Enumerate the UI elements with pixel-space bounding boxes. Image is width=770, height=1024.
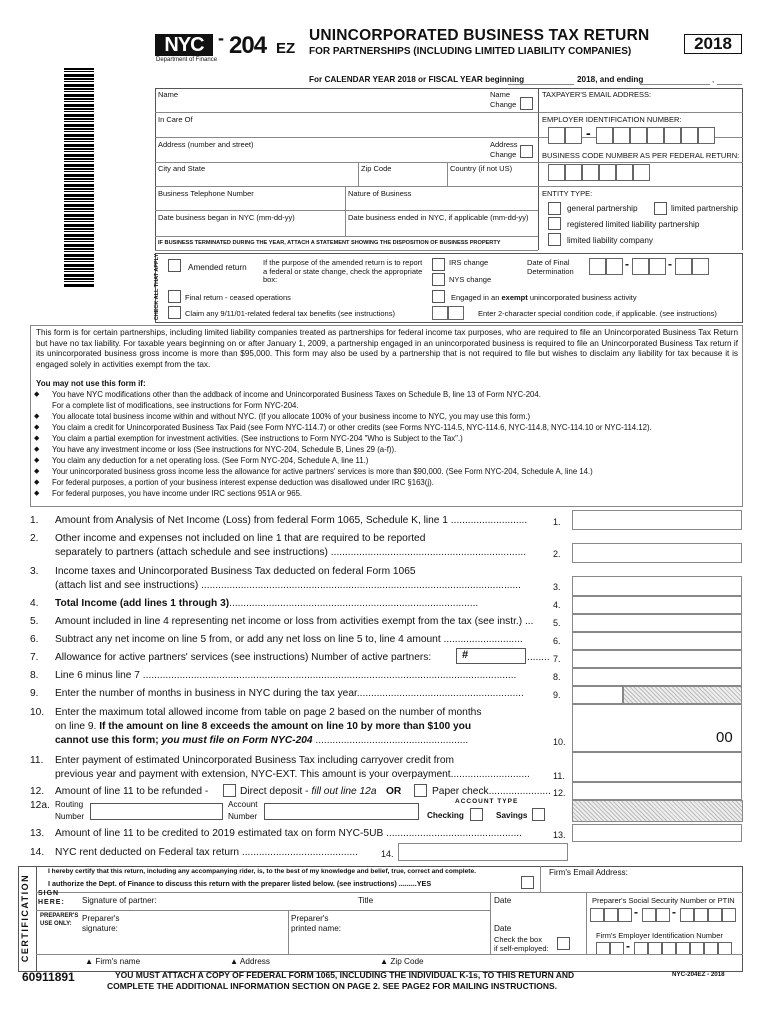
signature-label: Signature of partner: [82,896,157,905]
cert-authorize: I authorize the Dept. of Finance to discuss this return with the preparer listed below. (see instructions) .........YES [48,879,432,888]
direct-deposit-checkbox[interactable] [223,784,236,797]
preparer-signature-label: Preparer's [82,914,120,923]
self-employed-label: Check the box [494,935,542,944]
address-label: Address (number and street) [158,140,254,149]
self-employed-checkbox[interactable] [557,937,570,950]
firm-zip-label: ▲ Zip Code [380,957,424,966]
paper-check-checkbox[interactable] [414,784,427,797]
line-4-amount[interactable] [572,596,742,614]
final-determination-date[interactable]: - - [589,258,714,276]
routing-number-input[interactable] [90,803,223,820]
period-label: For CALENDAR YEAR 2018 or FISCAL YEAR beginning [309,75,525,84]
line-6-amount[interactable] [572,632,742,650]
certification-label: CERTIFICATION [20,873,30,963]
in-care-of-label: In Care Of [158,115,193,124]
line-3-amount[interactable] [572,576,742,596]
line-7-amount[interactable] [572,650,742,668]
country-label: Country (if not US) [450,164,513,173]
ein-boxes[interactable]: - [548,127,738,147]
line-13: 13. [30,828,45,839]
line-4: 4. [30,598,39,609]
limited-partnership-checkbox[interactable] [654,202,667,215]
checking-checkbox[interactable] [470,808,483,821]
active-partners-input[interactable]: # [456,648,526,664]
form-code: 60911891 [22,970,75,984]
attach-notice-2: COMPLETE THE ADDITIONAL INFORMATION SECTION ON PAGE 2. SEE PAGE2 FOR MAILING INSTRUCTIONS. [107,981,558,991]
date-label: Date [494,896,512,905]
bullet-icon: ◆ [34,391,40,398]
zip-label: Zip Code [361,164,392,173]
line-13-amount[interactable] [572,824,742,842]
bullet-icon: ◆ [34,468,40,475]
may-not-item: You have any investment income or loss (See instructions for NYC-204, Schedule B, Lines 29 (a-f)). [52,445,397,454]
bullet-icon: ◆ [34,479,40,486]
may-not-heading: You may not use this form if: [36,379,146,388]
line-12a: 12a. [30,800,50,811]
final-return-checkbox[interactable] [168,290,181,303]
line-5: 5. [30,616,39,627]
line-8-amount[interactable] [572,668,742,686]
form-number-dash: - [218,28,224,48]
business-code-boxes[interactable] [548,164,653,182]
amended-return-checkbox[interactable] [168,259,181,272]
name-change-checkbox[interactable] [520,97,533,110]
address-change-checkbox[interactable] [520,145,533,158]
claim-911-checkbox[interactable] [168,306,181,319]
may-not-item: Your unincorporated business gross income less the allowance for active partners' services is more than $90,000. (See Form NYC-204, Schedule A, line 14.) [52,467,593,476]
irs-change-checkbox[interactable] [432,258,445,271]
check-all-label: CHECK ALL THAT APPLY [154,253,160,321]
line-6: 6. [30,634,39,645]
city-label: City and State [158,164,206,173]
preparer-name-label: Preparer's [291,914,329,923]
account-number-input[interactable] [264,803,419,820]
nys-change-checkbox[interactable] [432,273,445,286]
tax-year-box: 2018 [684,34,742,54]
line-9-shaded [623,686,742,704]
form-subtitle: FOR PARTNERSHIPS (INCLUDING LIMITED LIABILITY COMPANIES) [309,46,632,57]
firm-ein-label: Firm's Employer Identification Number [596,931,723,940]
may-not-item: You allocate total business income within and without NYC. (If you allocate 100% of your business income to NYC, you may use this form.) [52,412,531,421]
intro-paragraph: This form is for certain partnerships, including limited liability companies treated as partnerships for federal income tax purposes, who are required to file an Unincorporated Business Tax Return but have no tax liability. For taxable years beginning on or after January 1, 2009, a partnership engaged in an unincorporated business is required to file an Unincorporated Business Tax return if its unincorporated business gross income is more than $95,000. This form may also be used by a partnership that is not required to file but wishes to disclaim any liability for tax because it is engaged solely in activities exempt from the tax. [36,328,738,369]
line-14-amount[interactable] [398,843,568,861]
terminated-note: IF BUSINESS TERMINATED DURING THE YEAR, ATTACH A STATEMENT SHOWING THE DISPOSITION OF BUSINESS PROPERTY [158,240,501,246]
may-not-item: For a complete list of modifications, see instructions for Form NYC-204. [52,401,299,410]
title-label: Title [358,896,374,905]
name-label: Name [158,90,179,99]
line-9-months[interactable] [572,686,623,704]
bullet-icon: ◆ [34,413,40,420]
may-not-item: You claim a partial exemption for investment activities. (See instructions to Form NYC-204 "Who is Subject to the Tax".) [52,434,463,443]
preparer-ssn-boxes[interactable]: - - [590,908,740,926]
nyc-logo: NYC [155,34,213,56]
line-1-amount[interactable] [572,510,742,530]
form-number: 204 [229,32,267,59]
line-7: 7. [30,652,39,663]
may-not-item: You have NYC modifications other than the addback of income and Unincorporated Business Taxes on Schedule B, line 13 of Form NYC-204. [52,390,541,399]
form-suffix: EZ [276,40,296,57]
general-partnership-checkbox[interactable] [548,202,561,215]
line-12: 12. [30,786,45,797]
barcode [64,68,94,288]
line-10-cents: 00 [716,729,733,746]
line-11: 11. [30,755,44,766]
date-began-label: Date business began in NYC (mm-dd-yy) [158,213,295,222]
line-9: 9. [30,688,39,699]
business-code-label: BUSINESS CODE NUMBER AS PER FEDERAL RETURN: [542,151,740,160]
bullet-icon: ◆ [34,457,40,464]
form-title: UNINCORPORATED BUSINESS TAX RETURN [309,27,650,44]
line-2: 2. [30,533,39,544]
may-not-item: For federal purposes, you have income under IRC sections 951A or 965. [52,489,303,498]
period-ending-label: 2018, and ending [577,75,644,84]
final-determination-label: Date of Final Determination [527,258,574,276]
special-code-boxes[interactable] [432,306,466,320]
firm-email-label: Firm's Email Address: [549,868,628,877]
cert-statement: I hereby certify that this return, including any accompanying rider, is, to the best of my knowledge and belief, true, correct and complete. [48,868,476,875]
ssn-ptin-label: Preparer's Social Security Number or PTIN [592,896,735,905]
nature-label: Nature of Business [348,189,412,198]
llc-checkbox[interactable] [548,233,561,246]
line-12-amount[interactable] [572,782,742,800]
ein-label: EMPLOYER IDENTIFICATION NUMBER: [542,115,682,124]
bullet-icon: ◆ [34,446,40,453]
bullet-icon: ◆ [34,424,40,431]
line-3: 3. [30,566,39,577]
phone-label: Business Telephone Number [158,189,254,198]
firm-name-label: ▲ Firm's name [85,957,141,966]
dept-name: Department of Finance [156,57,218,63]
bullet-icon: ◆ [34,435,40,442]
entity-type-label: ENTITY TYPE: [542,189,593,198]
exempt-activity-checkbox[interactable] [432,290,445,303]
amended-note: If the purpose of the amended return is to report a federal or state change, check the appropriate box: [263,258,423,285]
line-14: 14. [30,847,45,858]
firm-ein-boxes[interactable]: - [596,942,736,956]
line-12a-shaded [572,800,743,822]
bullet-icon: ◆ [34,490,40,497]
authorize-yes-checkbox[interactable] [521,876,534,889]
line-5-amount[interactable] [572,614,742,632]
line-11-amount[interactable] [572,752,742,782]
savings-checkbox[interactable] [532,808,545,821]
firm-address-label: ▲ Address [230,957,270,966]
email-label: TAXPAYER'S EMAIL ADDRESS: [542,90,652,99]
special-code-label: Enter 2-character special condition code, if applicable. (see instructions) [478,309,717,318]
line-10: 10. [30,707,45,718]
llp-checkbox[interactable] [548,217,561,230]
date-ended-label: Date business ended in NYC, if applicable (mm-dd-yy) [348,213,529,222]
form-id: NYC-204EZ - 2018 [672,971,725,978]
may-not-item: You claim a credit for Unincorporated Business Tax Paid (see Form NYC-114.7) or other credits (see Forms NYC-114.5, NYC-114.6, NYC-114.8, NYC-114.10 or NYC-114.12). [52,423,652,432]
line-1: 1. [30,515,39,526]
may-not-item: For federal purposes, a portion of your business interest expense deduction was disallowed under IRC §163(j). [52,478,434,487]
line-2-amount[interactable] [572,543,742,563]
may-not-item: You claim any deduction for a net operating loss. (See Form NYC-204, Schedule A, line 11.) [52,456,369,465]
attach-notice-1: YOU MUST ATTACH A COPY OF FEDERAL FORM 1065, INCLUDING THE INDIVIDUAL K-1s, TO THIS RETURN AND [115,970,575,980]
line-8: 8. [30,670,39,681]
